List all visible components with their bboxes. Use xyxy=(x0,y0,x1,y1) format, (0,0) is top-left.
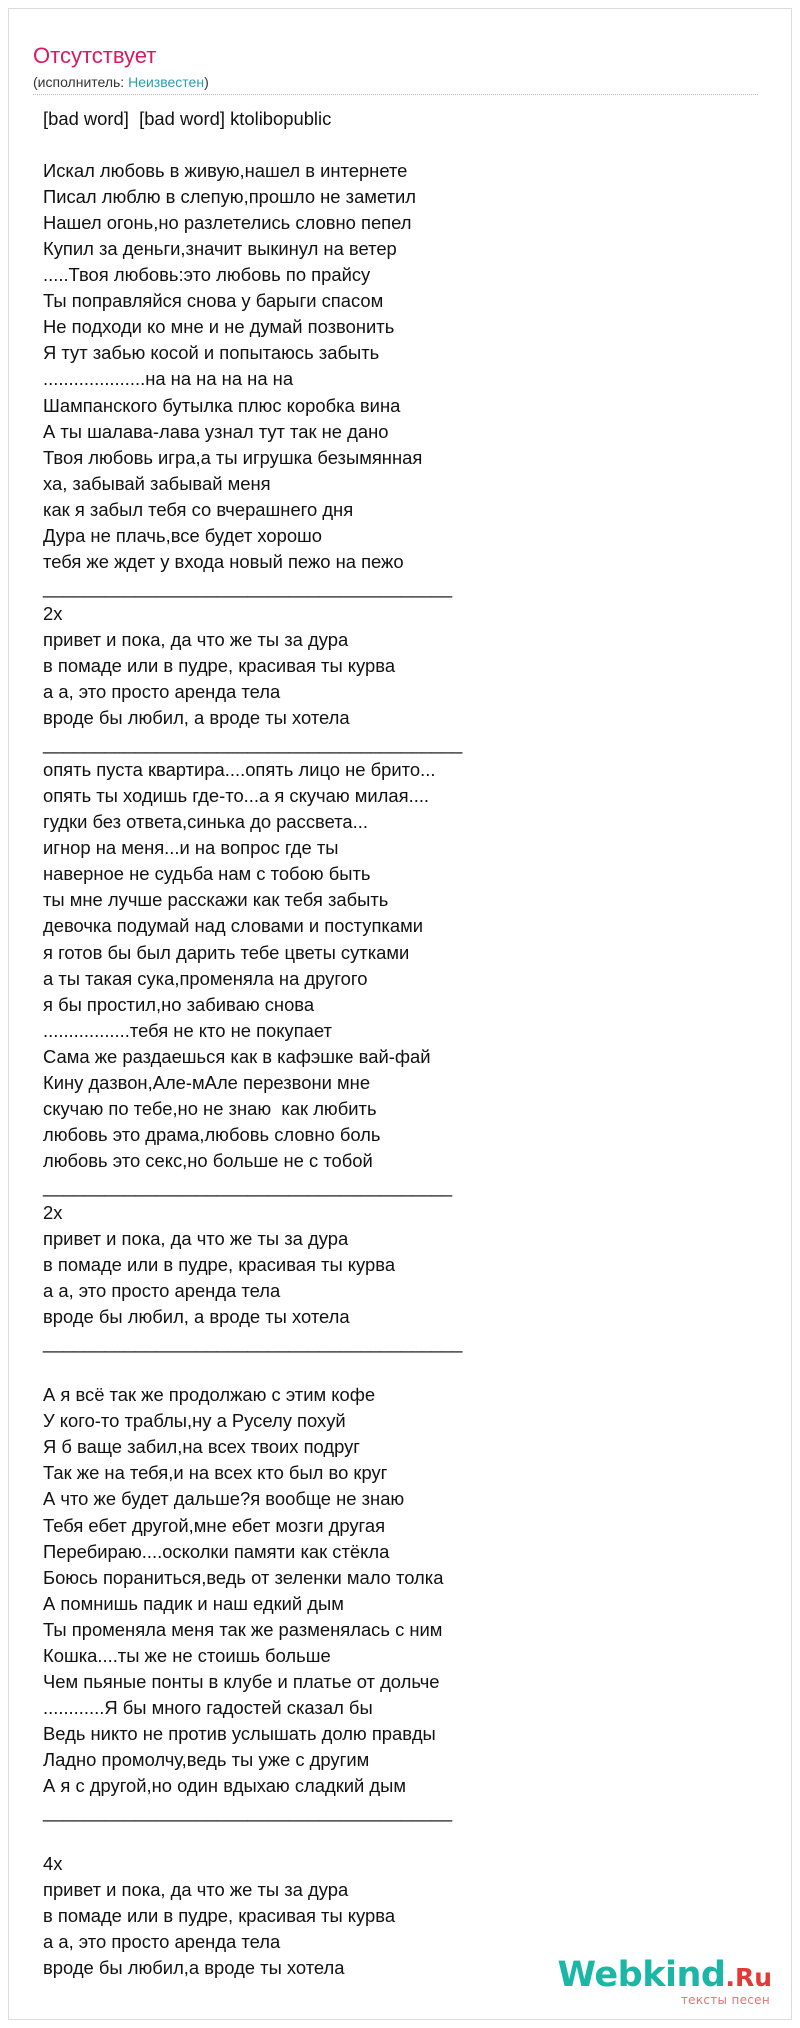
site-logo xyxy=(557,1955,772,2007)
lyrics-text: [bad word] [bad word] ktolibopublic Искал любовь в живую,нашел в интернете Писал люблю в слепую,прошло не заметил Нашел огонь,но разлетелись словно пепел Купил за деньги,значит выкинул на ветер .....Твоя любовь:это любовь по прайсу Ты поправляйся снова у барыги спасом Не подходи ко мне и не думай позвонить Я тут забью косой и попытаюсь забыть ....................на на на на на на Шампанского бутылка плюс коробка вина А ты шалава-лава узнал тут так не дано Твоя любовь игра,а ты игрушка безымянная ха, забывай забывай меня как я забыл тебя со вчерашнего дня Дура не плачь,все будет хорошо тебя же ждет у входа новый пежо на пежо ________________________________________ 2х привет и пока, да что же ты за дура в помаде или в пудре, красивая ты курва а а, это просто аренда тела вроде бы любил, а вроде ты хотела _________________________________________ опять пуста квартира....опять лицо не брито... опять ты ходишь где-то...а я скучаю милая.... гудки без ответа,синька до рассвета... игнор на меня...и на вопрос где ты наверное не судьба нам с тобою быть ты мне лучше расскажи как тебя забыть девочка подумай над словами и поступками я готов бы был дарить тебе цветы сутками а ты такая сука,променяла на другого я бы простил,но забиваю снова .................тебя не кто не покупает Сама же раздаешься как в кафэшке вай-фай Кину дазвон,Але-мАле перезвони мне скучаю по тебе,но не знаю как любить любовь это драма,любовь словно боль любовь это секс,но больше не с тобой ________________________________________ 2х привет и пока, да что же ты за дура в помаде или в пудре, красивая ты курва а а, это просто аренда тела вроде бы любил, а вроде ты хотела _________________________________________ А я всё так же продолжаю с этим кофе У кого-то траблы,ну а Руселу похуй Я б ваще забил,на всех твоих подруг Так же на тебя,и на всех кто был во круг А что же будет дальше?я вообще не знаю Тебя ебет другой,мне ебет мозги другая Перебираю....осколки памяти как стёкла Боюсь пораниться,ведь от зеленки мало толка А помнишь падик и наш едкий дым Ты променяла меня так же разменялась с ним Кошка....ты же не стоишь больше Чем пьяные понты в клубе и платье от дольче ............Я бы много гадостей сказал бы Ведь никто не против услышать долю правды Ладно промолчу,ведь ты уже с другим А я с другой,но один вдыхаю сладкий дым ________________________________________ 4х привет и пока, да что же ты за дура в помаде или в пудре, красивая ты курва а а, это просто аренда тела вроде бы любил,а вроде ты хотела xyxy=(43,108,463,1979)
artist-prefix: (исполнитель: xyxy=(33,74,129,90)
logo-tld: .Ru xyxy=(725,1963,772,1992)
artist-link[interactable]: Неизвестен xyxy=(128,74,205,90)
logo-brand: Webkind xyxy=(557,1955,726,1995)
header-divider xyxy=(33,94,758,95)
artist-suffix: ) xyxy=(204,74,209,90)
artist-line xyxy=(33,73,209,91)
song-title: Отсутствует xyxy=(33,43,157,68)
logo-tagline: тексты песен xyxy=(680,1993,770,2007)
